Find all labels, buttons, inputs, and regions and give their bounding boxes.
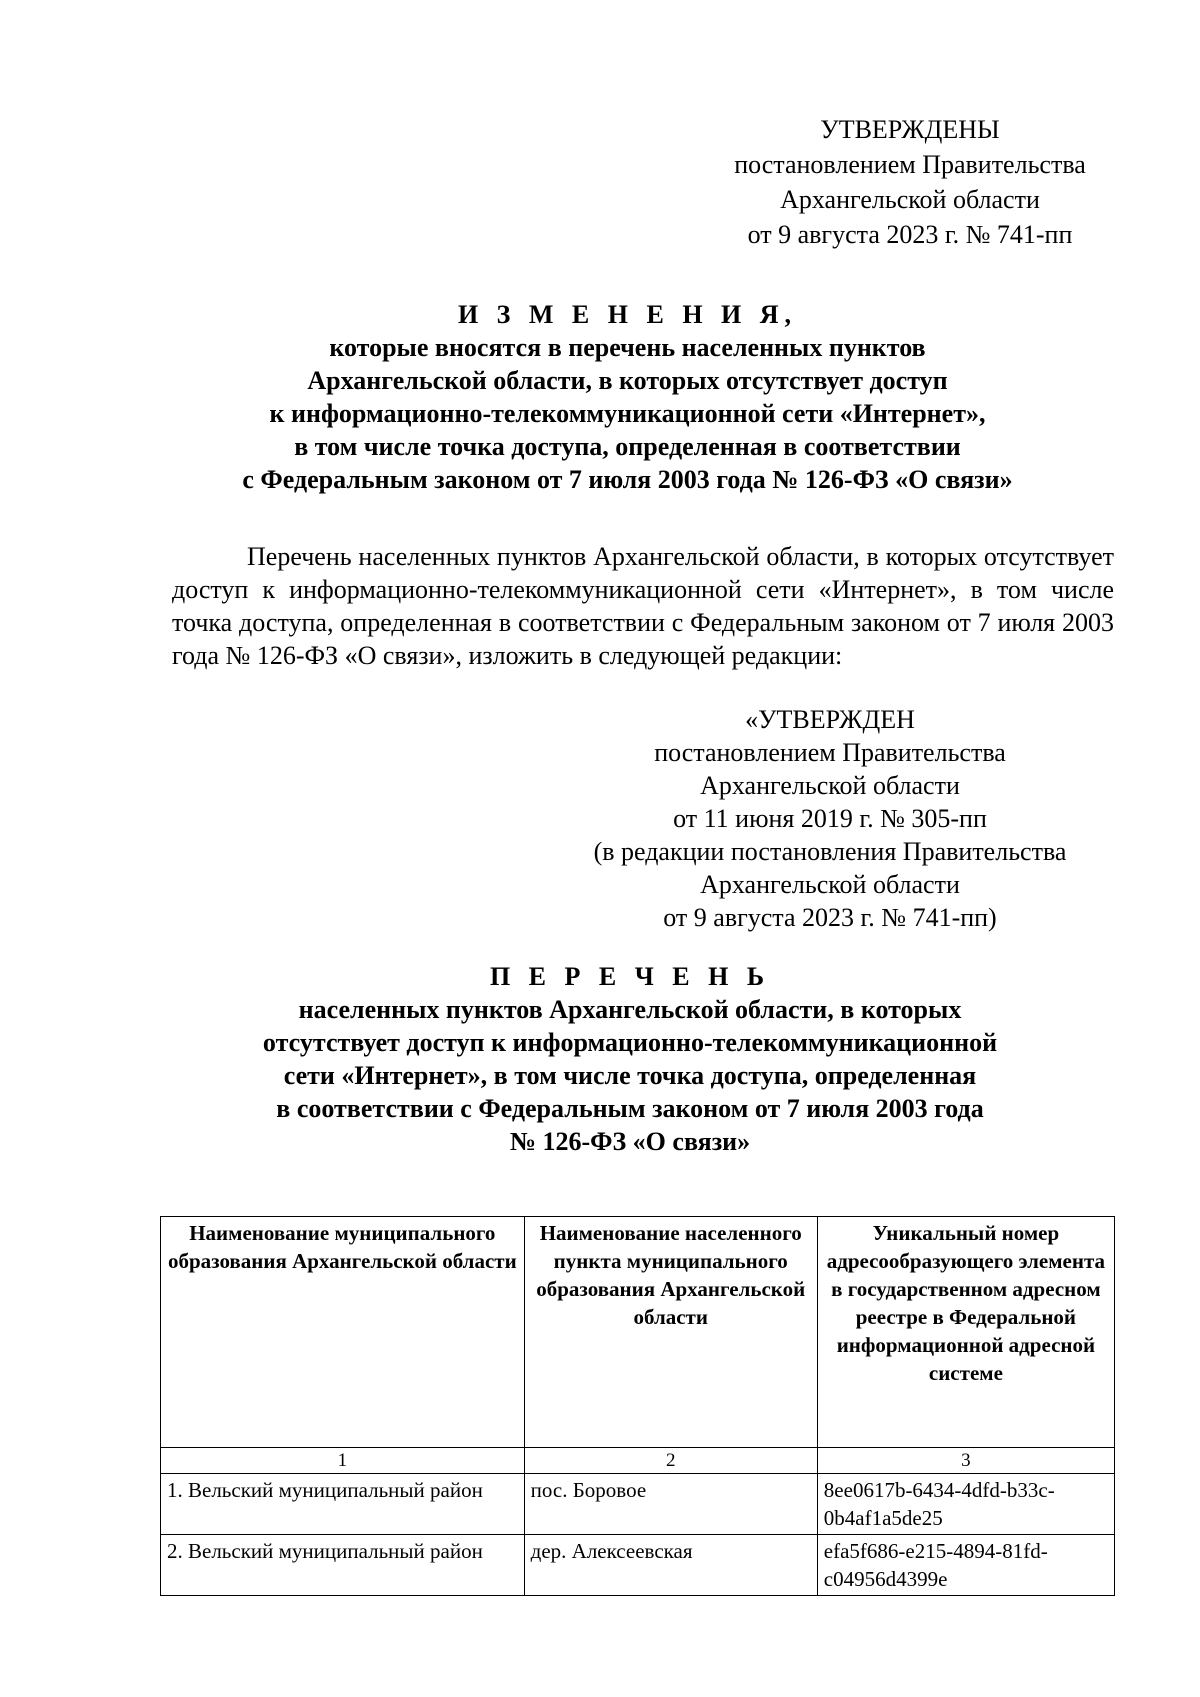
approval-line: (в редакции постановления Правительства xyxy=(593,837,1067,866)
approval-line: постановлением Правительства xyxy=(654,738,1006,767)
column-header-settlement: Наименование населенного пункта муниципального образования Архангельской области xyxy=(524,1217,817,1448)
changes-subtitle-line: которые вносятся в перечень населенных пунктов xyxy=(329,333,926,362)
changes-subtitle-line: Архангельской области, в которых отсутствует доступ xyxy=(307,366,948,395)
table-header-row xyxy=(161,1217,1115,1448)
approval-stamp xyxy=(700,112,1120,252)
table-row xyxy=(161,1535,1115,1596)
list-subtitle-line: № 126-ФЗ «О связи» xyxy=(509,1127,751,1156)
settlements-table xyxy=(160,1216,1115,1596)
column-number: 1 xyxy=(161,1448,525,1474)
column-header-municipality: Наименование муниципального образования Архангельской области xyxy=(161,1217,525,1448)
approval-title: УТВЕРЖДЕНЫ xyxy=(820,115,1000,144)
list-subtitle-line: сети «Интернет», в том числе точка доступа, определенная xyxy=(283,1061,977,1090)
settlement-cell: дер. Алексеевская xyxy=(524,1535,817,1596)
changes-title-block xyxy=(160,298,1095,496)
approval-date: от 11 июня 2019 г. № 305-пп xyxy=(673,804,987,833)
changes-subtitle-line: к информационно-телекоммуникационной сети «Интернет», xyxy=(269,399,986,428)
list-title-block xyxy=(215,960,1045,1158)
approval-line: Архангельской области xyxy=(700,771,960,800)
approval-line: Архангельской области xyxy=(780,185,1040,214)
changes-heading: И З М Е Н Е Н И Я, xyxy=(457,300,798,329)
column-header-fias-id: Уникальный номер адресообразующего элемента в государственном адресном реестре в Федеральной информационной адресной системе xyxy=(817,1217,1114,1448)
changes-subtitle-line: в том числе точка доступа, определенная в соответствии xyxy=(294,432,961,461)
column-number: 2 xyxy=(524,1448,817,1474)
approval-stamp-quoted xyxy=(545,703,1115,934)
approval-title: «УТВЕРЖДЕН xyxy=(745,705,915,734)
approval-line: постановлением Правительства xyxy=(734,150,1086,179)
list-subtitle-line: в соответствии с Федеральным законом от 7 июля 2003 года xyxy=(276,1094,984,1123)
table-row xyxy=(161,1474,1115,1535)
column-number-row xyxy=(161,1448,1115,1474)
body-paragraph-text: Перечень населенных пунктов Архангельской области, в которых отсутствует доступ к информационно-телекоммуникационной сети «Интернет», в том числе точка доступа, определенная в соответствии с Федеральным законом от 7 июля 2003 года № 126-ФЗ «О связи», изложить в следующей редакции: xyxy=(172,542,1114,670)
fias-id-cell: 8ee0617b-6434-4dfd-b33c-0b4af1a5de25 xyxy=(817,1474,1114,1535)
list-heading: П Е Р Е Ч Е Н Ь xyxy=(489,962,771,991)
list-subtitle-line: отсутствует доступ к информационно-телекоммуникационной xyxy=(262,1028,998,1057)
approval-line: Архангельской области xyxy=(700,870,960,899)
changes-subtitle-line: с Федеральным законом от 7 июля 2003 года № 126-ФЗ «О связи» xyxy=(242,465,1013,494)
body-paragraph xyxy=(172,540,1114,672)
municipality-cell: 2. Вельский муниципальный район xyxy=(161,1535,525,1596)
column-number: 3 xyxy=(817,1448,1114,1474)
municipality-cell: 1. Вельский муниципальный район xyxy=(161,1474,525,1535)
approval-date: от 9 августа 2023 г. № 741-пп) xyxy=(663,903,997,932)
settlement-cell: пос. Боровое xyxy=(524,1474,817,1535)
fias-id-cell: efa5f686-e215-4894-81fd-c04956d4399e xyxy=(817,1535,1114,1596)
list-subtitle-line: населенных пунктов Архангельской области, в которых xyxy=(298,995,962,1024)
approval-date: от 9 августа 2023 г. № 741-пп xyxy=(747,220,1073,249)
